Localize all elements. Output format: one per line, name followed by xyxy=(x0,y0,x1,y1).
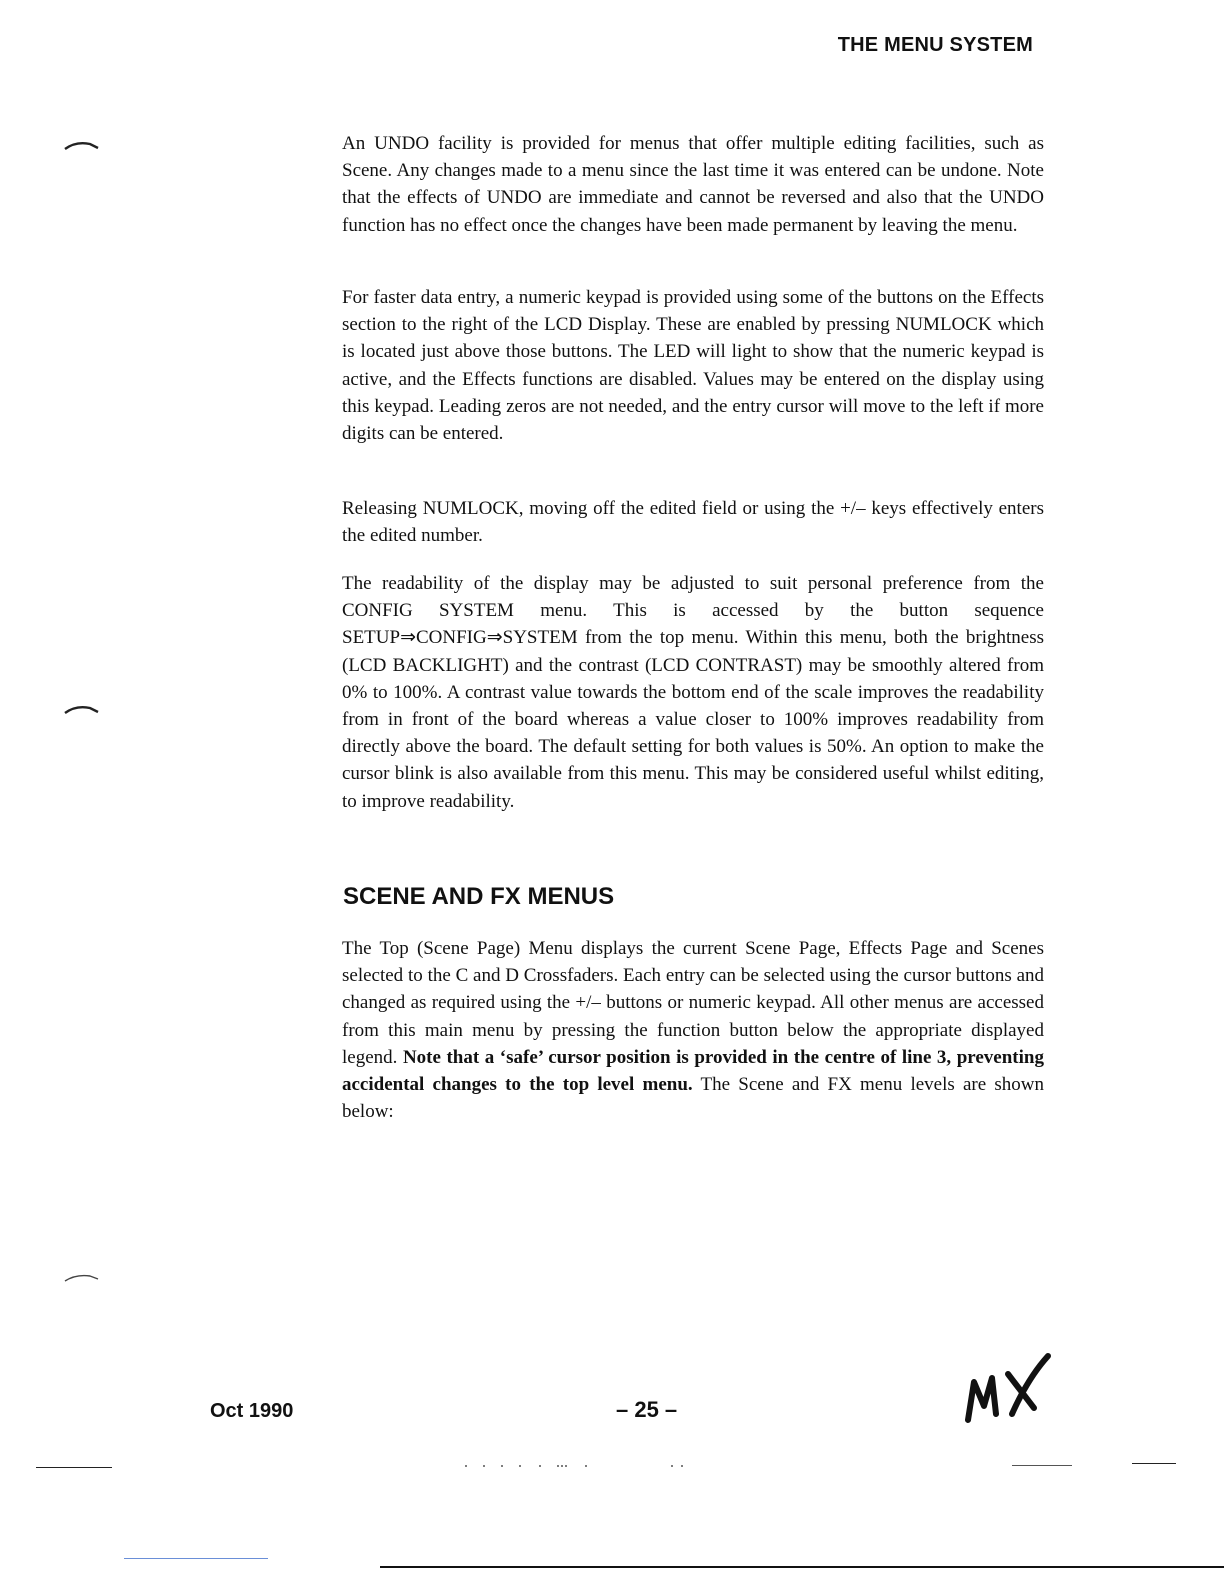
keypad-paragraph-text: For faster data entry, a numeric keypad is provided using some of the buttons on the Effects section to the right of the LCD Display. These are enabled by pressing NUMLOCK which is located just above those buttons. The LED will light to show that the numeric keypad is active, and the Effects functions are disabled. Values may be entered on the display using this keypad. Leading zeros are not needed, and the entry cursor will move to the left if more digits can be entered. xyxy=(342,287,1044,445)
scan-edge-line xyxy=(380,1566,1224,1568)
section-heading: SCENE AND FX MENUS xyxy=(343,883,615,910)
scan-edge-line xyxy=(1012,1465,1072,1466)
scan-edge-line xyxy=(124,1558,268,1559)
scene-menu-paragraph xyxy=(342,935,1044,1125)
punch-mark-icon xyxy=(62,702,102,716)
punch-mark-icon xyxy=(62,138,102,152)
releasing-paragraph xyxy=(342,495,1044,549)
footer-date: Oct 1990 xyxy=(210,1400,294,1422)
releasing-paragraph-text: Releasing NUMLOCK, moving off the edited field or using the +/– keys effectively enters the edited number. xyxy=(342,498,1044,547)
page-header-title: THE MENU SYSTEM xyxy=(837,34,1033,56)
keypad-paragraph xyxy=(342,284,1044,447)
readability-paragraph xyxy=(342,570,1044,815)
scene-menu-text-start: The Top (Scene Page) Menu displays the current Scene Page, Effects Page and Scenes selected to the C and D Crossfaders. Each entry can be selected using the cursor buttons and changed as required using the +/– buttons or numeric keypad. All other menus are accessed from this main menu by pressing the function button below the appropriate displayed legend. xyxy=(342,938,1044,1068)
punch-mark-icon xyxy=(62,1270,102,1284)
mx-logo xyxy=(958,1348,1058,1430)
scan-edge-line xyxy=(1132,1463,1176,1464)
safe-cursor-note: Note that a ‘safe’ cursor position is provided in the centre of line 3, preventing accidental changes to the top level menu. xyxy=(342,1046,1044,1096)
page-number: – 25 – xyxy=(616,1397,678,1422)
scan-edge-line xyxy=(36,1467,112,1468)
undo-paragraph-text: An UNDO facility is provided for menus that offer multiple editing facilities, such as Scene. Any changes made to a menu since the last time it was entered can be undone. Note that the effects of UNDO are immediate and cannot be reversed and also that the UNDO function has no effect once the changes have been made permanent by leaving the menu. xyxy=(342,133,1044,236)
readability-paragraph-text: The readability of the display may be adjusted to suit personal preference from the CONFIG SYSTEM menu. This is accessed by the button sequence SETUP⇒CONFIG⇒SYSTEM from the top menu. Within this menu, both the brightness (LCD BACKLIGHT) and the contrast (LCD CONTRAST) may be smoothly altered from 0% to 100%. A contrast value towards the bottom end of the scale improves the readability from in front of the board whereas a value closer to 100% improves readability from directly above the board. The default setting for both values is 50%. An option to make the cursor blink is also available from this menu. This may be considered useful whilst editing, to improve readability. xyxy=(342,573,1044,812)
scene-menu-paragraph-text xyxy=(342,935,1044,1125)
scan-dots xyxy=(462,1464,692,1468)
scene-menu-text-end: The Scene and FX menu levels are shown below: xyxy=(342,1074,1045,1123)
undo-paragraph xyxy=(342,130,1044,239)
